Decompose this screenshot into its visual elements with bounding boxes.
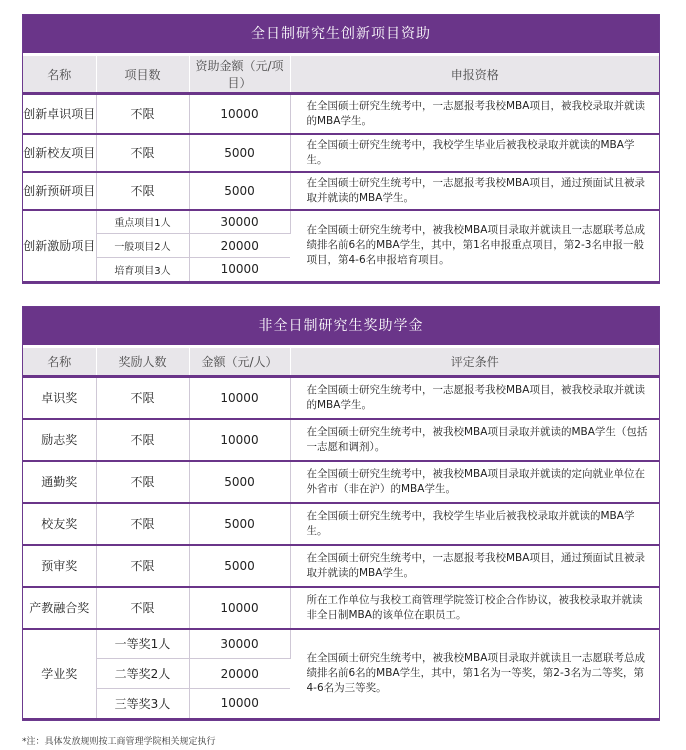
sub-count: 三等奖3人 (96, 689, 189, 719)
table-row (23, 377, 659, 419)
table-header-row (23, 348, 659, 377)
header-criteria: 评定条件 (290, 348, 659, 377)
sub-amount: 20000 (189, 659, 290, 689)
row-desc: 在全国硕士研究生统考中，一志愿报考我校MBA项目，通过预面试且被录取并就读的MBA学生。 (290, 545, 659, 587)
row-count: 不限 (96, 545, 189, 587)
row-name: 励志奖 (23, 419, 96, 461)
table-row (23, 210, 659, 234)
table-header-row (23, 56, 659, 94)
row-amount: 10000 (189, 587, 290, 629)
table-row (23, 503, 659, 545)
parttime-scholarship-title: 非全日制研究生奖助学金 (23, 307, 659, 345)
table-row (23, 587, 659, 629)
sub-count: 一等奖1人 (96, 629, 189, 659)
sub-count: 一般项目2人 (96, 234, 189, 258)
footnote: *注：具体发放规则按工商管理学院相关规定执行 (22, 737, 216, 747)
row-count: 不限 (96, 587, 189, 629)
row-count: 不限 (96, 377, 189, 419)
row-name: 卓识奖 (23, 377, 96, 419)
row-name: 创新卓识项目 (23, 94, 96, 134)
sub-amount: 20000 (189, 234, 290, 258)
sub-amount: 30000 (189, 210, 290, 234)
row-desc: 在全国硕士研究生统考中，被我校MBA项目录取并就读的定向就业单位在外省市（非在沪）的MBA学生。 (290, 461, 659, 503)
row-count: 不限 (96, 134, 189, 172)
parttime-scholarship-panel (22, 306, 660, 721)
sub-amount: 10000 (189, 689, 290, 719)
row-desc: 在全国硕士研究生统考中，一志愿报考我校MBA项目，被我校录取并就读的MBA学生。 (290, 377, 659, 419)
row-desc: 在全国硕士研究生统考中，一志愿报考我校MBA项目，被我校录取并就读的MBA学生。 (290, 94, 659, 134)
row-amount: 5000 (189, 461, 290, 503)
group-name: 学业奖 (23, 629, 96, 719)
row-desc: 在全国硕士研究生统考中，我校学生毕业后被我校录取并就读的MBA学生。 (290, 503, 659, 545)
header-count: 项目数 (96, 56, 189, 94)
row-count: 不限 (96, 461, 189, 503)
header-name: 名称 (23, 348, 96, 377)
fulltime-funding-table (23, 56, 659, 283)
row-amount: 10000 (189, 94, 290, 134)
row-name: 校友奖 (23, 503, 96, 545)
fulltime-funding-panel (22, 14, 660, 284)
sub-count: 重点项目1人 (96, 210, 189, 234)
row-amount: 5000 (189, 545, 290, 587)
row-name: 通勤奖 (23, 461, 96, 503)
row-name: 预审奖 (23, 545, 96, 587)
table-row (23, 629, 659, 659)
row-desc: 在全国硕士研究生统考中，一志愿报考我校MBA项目，通过预面试且被录取并就读的MBA学生。 (290, 172, 659, 210)
row-count: 不限 (96, 419, 189, 461)
sub-count: 培育项目3人 (96, 258, 189, 282)
row-amount: 5000 (189, 134, 290, 172)
header-name: 名称 (23, 56, 96, 94)
sub-amount: 30000 (189, 629, 290, 659)
fulltime-funding-title: 全日制研究生创新项目资助 (23, 15, 659, 53)
row-amount: 10000 (189, 377, 290, 419)
table-row (23, 94, 659, 134)
header-qualification: 申报资格 (290, 56, 659, 94)
table-row (23, 172, 659, 210)
row-desc: 所在工作单位与我校工商管理学院签订校企合作协议，被我校录取并就读非全日制MBA的该单位在职员工。 (290, 587, 659, 629)
table-row (23, 461, 659, 503)
table-row (23, 134, 659, 172)
header-amount: 资助金额（元/项目） (189, 56, 290, 94)
table-row (23, 545, 659, 587)
group-desc: 在全国硕士研究生统考中，被我校MBA项目录取并就读且一志愿联考总成绩排名前6名的MBA学生，其中，第1名申报重点项目，第2-3名申报一般项目，第4-6名申报培育项目。 (290, 210, 659, 282)
row-desc: 在全国硕士研究生统考中，被我校MBA项目录取并就读的MBA学生（包括一志愿和调剂）。 (290, 419, 659, 461)
row-name: 产教融合奖 (23, 587, 96, 629)
row-name: 创新预研项目 (23, 172, 96, 210)
sub-amount: 10000 (189, 258, 290, 282)
row-count: 不限 (96, 94, 189, 134)
group-desc: 在全国硕士研究生统考中，被我校MBA项目录取并就读且一志愿联考总成绩排名前6名的MBA学生，其中，第1名为一等奖，第2-3名为二等奖，第4-6名为三等奖。 (290, 629, 659, 719)
row-count: 不限 (96, 503, 189, 545)
row-name: 创新校友项目 (23, 134, 96, 172)
row-amount: 10000 (189, 419, 290, 461)
table-row (23, 419, 659, 461)
sub-count: 二等奖2人 (96, 659, 189, 689)
header-amount: 金额（元/人） (189, 348, 290, 377)
row-amount: 5000 (189, 172, 290, 210)
row-count: 不限 (96, 172, 189, 210)
parttime-scholarship-table (23, 348, 659, 720)
group-name: 创新激励项目 (23, 210, 96, 282)
row-amount: 5000 (189, 503, 290, 545)
row-desc: 在全国硕士研究生统考中，我校学生毕业后被我校录取并就读的MBA学生。 (290, 134, 659, 172)
header-count: 奖励人数 (96, 348, 189, 377)
